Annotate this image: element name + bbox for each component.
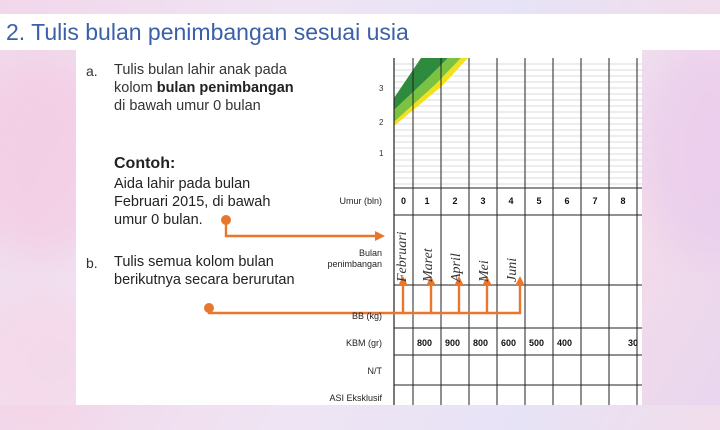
example-text xyxy=(114,175,270,229)
umur-label: Umur (bln) xyxy=(339,196,382,206)
bulan-label-line2: penimbangan xyxy=(327,259,382,269)
age-4: 4 xyxy=(508,196,514,206)
step-b-text xyxy=(114,253,295,289)
kbm-value: 900 xyxy=(445,338,461,348)
bulan-penimbangan-label xyxy=(302,248,382,270)
step-b-letter: b. xyxy=(86,255,98,271)
kbm-value: 500 xyxy=(529,338,545,348)
kbm-label: KBM (gr) xyxy=(346,338,382,348)
slide-title: 2. Tulis bulan penimbangan sesuai usia xyxy=(0,14,720,50)
kbm-value: 30 xyxy=(628,338,639,348)
kbm-value: 800 xyxy=(473,338,489,348)
step-b-line1: Tulis semua kolom bulan xyxy=(114,254,274,270)
age-0: 0 xyxy=(400,196,406,206)
age-1: 1 xyxy=(424,196,430,206)
kbm-value: 800 xyxy=(417,338,433,348)
y-tick-2: 2 xyxy=(379,118,384,127)
age-3: 3 xyxy=(480,196,486,206)
y-tick-1: 1 xyxy=(379,149,384,158)
step-a-text xyxy=(114,61,294,115)
step-a-line1: Tulis bulan lahir anak pada xyxy=(114,62,287,78)
kbm-value: 600 xyxy=(501,338,517,348)
nt-label: N/T xyxy=(367,366,382,376)
kms-instruction-panel xyxy=(76,50,642,405)
age-6: 6 xyxy=(564,196,570,206)
example-line3: umur 0 bulan. xyxy=(114,212,203,228)
step-a-line2 xyxy=(114,79,294,97)
step-a-line3: di bawah umur 0 bulan xyxy=(114,98,261,114)
kbm-value: 400 xyxy=(557,338,573,348)
age-2: 2 xyxy=(452,196,458,206)
example-line1: Aida lahir pada bulan xyxy=(114,176,251,192)
month-april: April xyxy=(449,253,464,282)
background-blob xyxy=(640,40,720,260)
month-maret: Maret xyxy=(421,248,436,282)
bulan-label-line1: Bulan xyxy=(358,248,382,258)
month-februari: Februari xyxy=(395,231,410,282)
step-a-line2-prefix: kolom xyxy=(114,80,157,96)
bb-label: BB (kg) xyxy=(351,311,382,321)
example-title: Contoh: xyxy=(114,155,176,172)
asi-label: ASI Eksklusif xyxy=(329,393,382,403)
step-a-letter: a. xyxy=(86,63,98,79)
age-5: 5 xyxy=(536,196,542,206)
age-7: 7 xyxy=(592,196,598,206)
example-line2: Februari 2015, di bawah xyxy=(114,194,271,210)
age-8: 8 xyxy=(620,196,626,206)
step-b-line2: berikutnya secara berurutan xyxy=(114,272,295,288)
step-a-line2-bold: bulan penimbangan xyxy=(156,80,294,96)
month-mei: Mei xyxy=(477,260,492,282)
month-juni: Juni xyxy=(505,257,520,282)
y-tick-3: 3 xyxy=(379,84,384,93)
